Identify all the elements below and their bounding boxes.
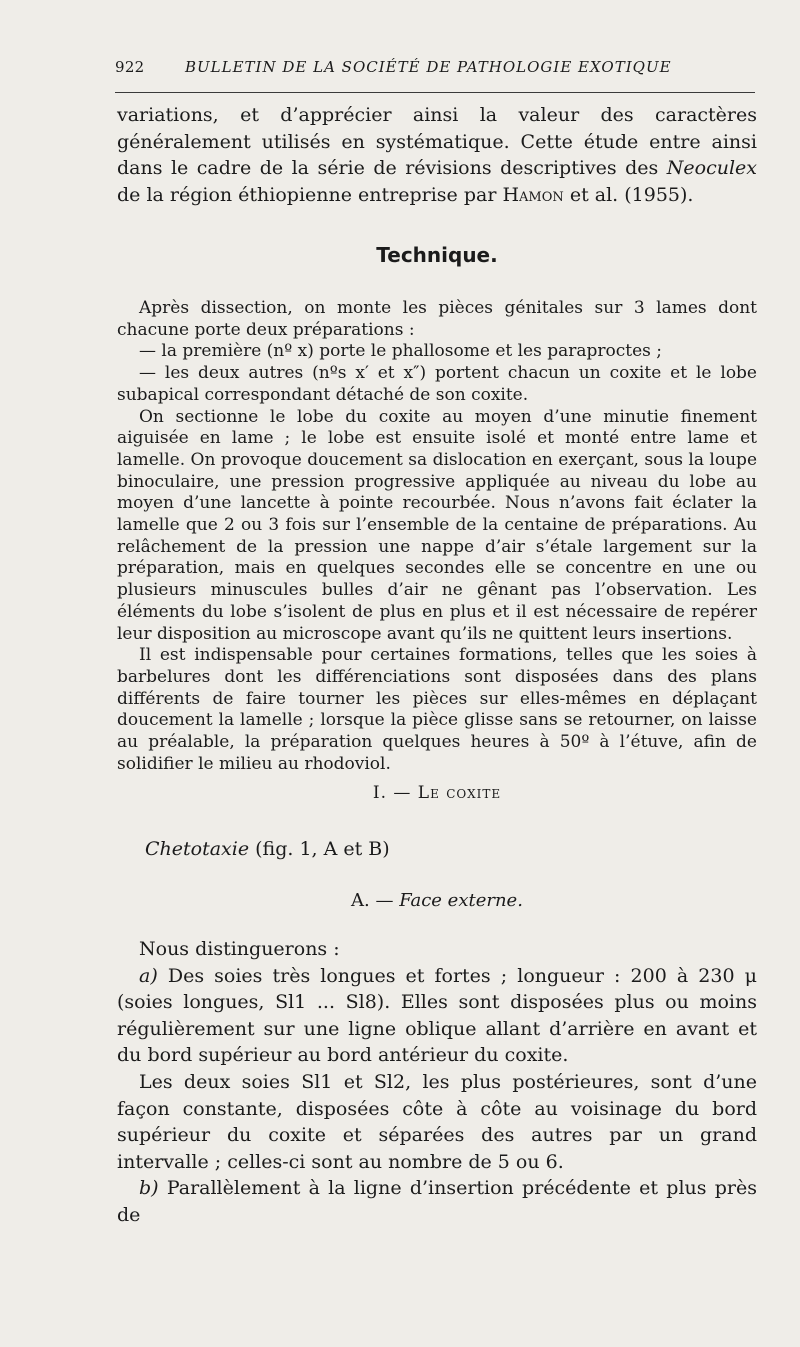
item-b-text: Parallèlement à la ligne d’insertion précédente et plus près de	[117, 1177, 757, 1226]
subsection-prefix: A. —	[351, 890, 400, 911]
technique-paragraph-2: On sectionne le lobe du coxite au moyen d’une minutie finement aiguisée en lame ; le lobe est ensuite isolé et monté entre lame et lamelle. On provoque doucement sa dislocation en exerçant, sous la loupe binoculaire, une pression progressive appliquée au niveau du lobe au moyen d’une lancette à pointe recourbée. Nous n’avons fait éclater la lamelle que 2 ou 3 fois sur l’ensemble de la centaine de préparations. Au relâchement de la pression une nappe d’air s’étale largement sur la préparation, mais en quelques secondes elle se concentre en une ou plusieurs minuscules bulles d’air ne gênant pas l’observation. Les éléments du lobe s’isolent de plus en plus et il est nécessaire de repérer leur disposition au microscope avant qu’ils ne quittent leurs insertions.	[117, 406, 757, 644]
body-paragraph-a	[117, 963, 757, 1069]
technique-item-2: — les deux autres (nºs x′ et x″) portent chacun un coxite et le lobe subapical correspondant détaché de son coxite.	[117, 363, 757, 405]
header-rule	[115, 92, 755, 93]
intro-text-3: et al. (1955).	[563, 183, 694, 206]
technique-paragraph-1: Après dissection, on monte les pièces génitales sur 3 lames dont chacune porte deux préparations :	[117, 298, 757, 340]
intro-text-1: variations, et d’apprécier ainsi la valeur des caractères généralement utilisés en systématique. Cette étude entre ainsi dans le cadre de la série de révisions descriptives des	[117, 104, 757, 180]
subsection-heading-face-externe	[117, 890, 757, 911]
section-heading-coxite: I. — Le coxite	[372, 783, 502, 803]
section-heading-technique: Technique.	[376, 243, 498, 267]
technique-item-1: — la première (nº x) porte le phallosome et les paraproctes ;	[139, 341, 663, 362]
intro-text-2: de la région éthiopienne entreprise par	[117, 183, 503, 206]
item-b-label: b)	[139, 1177, 159, 1200]
chetotaxie-label: Chetotaxie	[145, 838, 250, 860]
technique-section	[117, 298, 757, 775]
body-paragraph-2: Les deux soies Sl1 et Sl2, les plus postérieures, sont d’une façon constante, disposées côte à côte au voisinage du bord supérieur du coxite et séparées des autres par un grand intervalle ; celles-ci sont au nombre de 5 ou 6.	[117, 1070, 757, 1173]
subsection-title: Face externe.	[399, 890, 523, 911]
page-number: 922	[115, 58, 145, 76]
technique-paragraph-3: Il est indispensable pour certaines formations, telles que les soies à barbelures dont les différenciations sont disposées dans des plans différents de faire tourner les pièces sur elles-mêmes en déplaçant doucement la lamelle ; lorsque la pièce glisse sans se retourner, on laisse au préalable, la préparation quelques heures à 50º à l’étuve, afin de solidifier le milieu au rhodoviol.	[117, 645, 757, 774]
genus-name: Neoculex	[666, 157, 757, 180]
figure-reference: (fig. 1, A et B)	[249, 838, 390, 860]
body-section	[117, 936, 757, 1229]
item-a-label: a)	[139, 964, 158, 987]
chetotaxie-heading	[145, 838, 390, 860]
body-paragraph-b	[117, 1175, 757, 1228]
running-title: BULLETIN DE LA SOCIÉTÉ DE PATHOLOGIE EXOTIQUE	[185, 58, 672, 76]
body-paragraph-1: Nous distinguerons :	[139, 938, 340, 960]
item-a-text: Des soies très longues et fortes ; longueur : 200 à 230 μ (soies longues, Sl1 ... Sl8). Elles sont disposées plus ou moins régulièrement sur une ligne oblique allant d’arrière en avant et du bord supérieur au bord antérieur du coxite.	[117, 964, 757, 1067]
intro-paragraph	[117, 102, 757, 208]
running-header	[115, 58, 755, 76]
author-name: Hamon	[502, 183, 564, 206]
